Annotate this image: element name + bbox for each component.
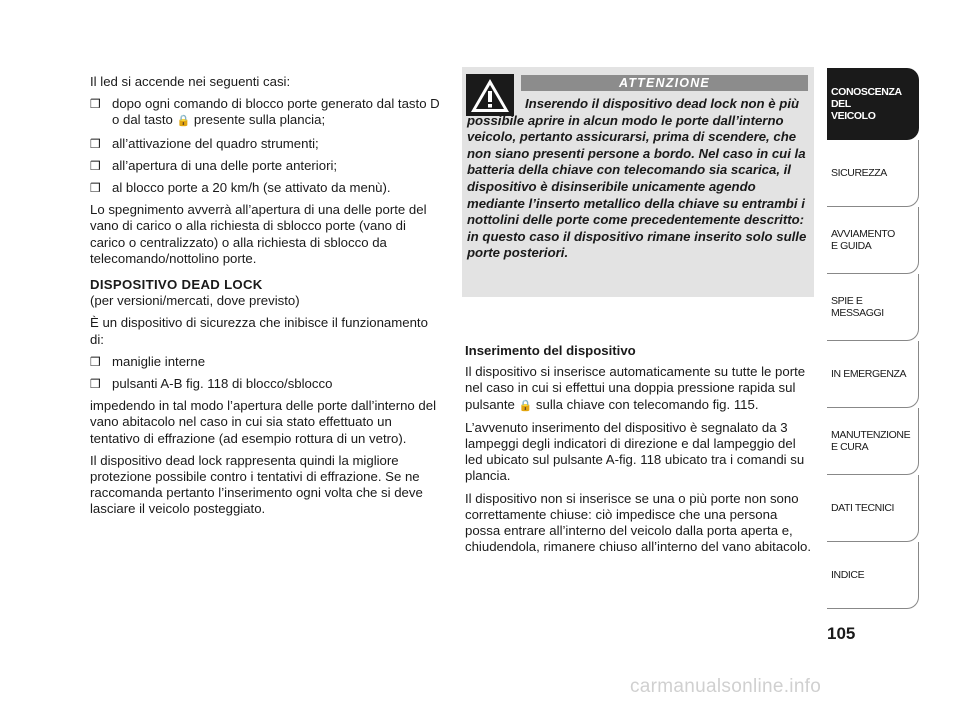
checkbox-bullet-icon: ❒	[90, 97, 101, 112]
checkbox-bullet-icon: ❒	[90, 158, 101, 173]
list-item	[90, 180, 442, 196]
section-subheading: (per versioni/mercati, dove previsto)	[90, 293, 300, 309]
tab-label: INDICE	[831, 569, 865, 581]
list-item-text: al blocco porte a 20 km/h (se attivato da menù).	[112, 180, 391, 196]
checkbox-bullet-icon: ❒	[90, 136, 101, 151]
watermark: carmanualsonline.info	[630, 676, 822, 697]
tab-sicurezza[interactable]	[827, 140, 919, 207]
list-item-text: pulsanti A-B fig. 118 di blocco/sblocco	[112, 376, 333, 392]
list-item	[90, 376, 442, 392]
page-number: 105	[827, 624, 856, 643]
tab-avviamento-guida[interactable]	[827, 207, 919, 274]
tab-label: AVVIAMENTO E GUIDA	[831, 228, 895, 252]
checkbox-bullet-icon: ❒	[90, 377, 101, 392]
tab-manutenzione-cura[interactable]	[827, 408, 919, 475]
list-item-text: presente sulla plancia;	[190, 112, 326, 128]
warning-text: Inserendo il dispositivo dead lock non è più possibile aprire in alcun modo le porte dall’interno veicolo, pertanto assicurarsi, prima di scendere, che non siano presenti persone a bordo. Nel caso in cui la batteria della chiave con telecomando sia scarica, il dispositivo è disinseribile unicamente agendo mediante l’inserto metallico della chiave su entrambi i nottolini delle porte come precedentemente descritto: in questo caso il dispositivo rimane inserito solo sulle porte posteriori.	[467, 96, 807, 261]
protection-paragraph: Il dispositivo dead lock rappresenta quindi la migliore protezione possibile contro i tentativi di effrazione. Se ne raccomanda pertanto l’inserimento ogni volta che si deve lasciare il veicolo posteggiato.	[90, 452, 423, 517]
description-paragraph: È un dispositivo di sicurezza che inibisce il funzionamento di:	[90, 315, 428, 347]
tab-spie-messaggi[interactable]	[827, 274, 919, 341]
paragraph-text: sulla chiave con telecomando fig. 115.	[532, 396, 759, 412]
section-subtitle: Inserimento del dispositivo	[465, 343, 636, 358]
list-item	[90, 96, 442, 129]
checkbox-bullet-icon: ❒	[90, 354, 101, 369]
insertion-paragraph	[465, 364, 815, 414]
right-column	[465, 343, 815, 561]
intro-text: Il led si accende nei seguenti casi:	[90, 74, 291, 89]
tab-label: MANUTENZIONE E CURA	[831, 429, 911, 453]
list-item	[90, 354, 442, 370]
tab-conoscenza-veicolo[interactable]	[827, 68, 919, 140]
signal-paragraph: L’avvenuto inserimento del dispositivo è segnalato da 3 lampeggi degli indicatori di direzione e dal lampeggio del led ubicato sul pulsante A-fig. 118 ubicato tra i comandi su plancia.	[465, 419, 805, 484]
lock-icon: 🔒	[176, 115, 191, 128]
tab-label: CONOSCENZA DEL VEICOLO	[831, 86, 902, 122]
list-item-text: all’attivazione del quadro strumenti;	[112, 135, 319, 151]
prevent-paragraph: impedendo in tal modo l’apertura delle porte dall’interno del vano abitacolo nel caso in cui sia stato effettuato un tentativo di effrazione (ad esempio rottura di un vetro).	[90, 398, 437, 446]
tab-label: SPIE E MESSAGGI	[831, 295, 884, 319]
list-item	[90, 136, 442, 152]
list-item-text: all’apertura di una delle porte anteriori;	[112, 157, 338, 173]
list-item	[90, 158, 442, 174]
closed-doors-paragraph: Il dispositivo non si inserisce se una o più porte non sono correttamente chiuse: ciò impedisce che una persona possa entrare all’interno del veicolo dalla porta aperta e, chiudendola, rimanere chiuso all’interno del vano abitacolo.	[465, 490, 812, 555]
tab-dati-tecnici[interactable]	[827, 475, 919, 542]
tab-indice[interactable]	[827, 542, 919, 609]
tab-label: DATI TECNICI	[831, 502, 895, 514]
section-heading: DISPOSITIVO DEAD LOCK	[90, 277, 263, 293]
chapter-tabs	[827, 68, 919, 609]
lock-icon: 🔒	[518, 399, 533, 412]
tab-label: SICUREZZA	[831, 167, 887, 179]
checkbox-bullet-icon: ❒	[90, 181, 101, 196]
tab-in-emergenza[interactable]	[827, 341, 919, 408]
tab-label: IN EMERGENZA	[831, 368, 907, 380]
led-off-paragraph: Lo spegnimento avverrà all’apertura di una delle porte del vano di carico o alla richiesta di sblocco porte (vano di carico o centralizzato) o alla richiesta di sblocco da telecomando/nottolino porte.	[90, 202, 427, 266]
list-item-text: maniglie interne	[112, 353, 206, 369]
list-item-text: dopo ogni comando di blocco porte generato dal tasto D o dal tasto	[112, 96, 440, 128]
paragraph-text: Il dispositivo si inserisce automaticamente su tutte le porte nel caso in cui si effettui una doppia pressione rapida sul pulsante	[465, 364, 806, 412]
left-column	[90, 74, 442, 524]
warning-label: ATTENZIONE	[521, 75, 808, 91]
